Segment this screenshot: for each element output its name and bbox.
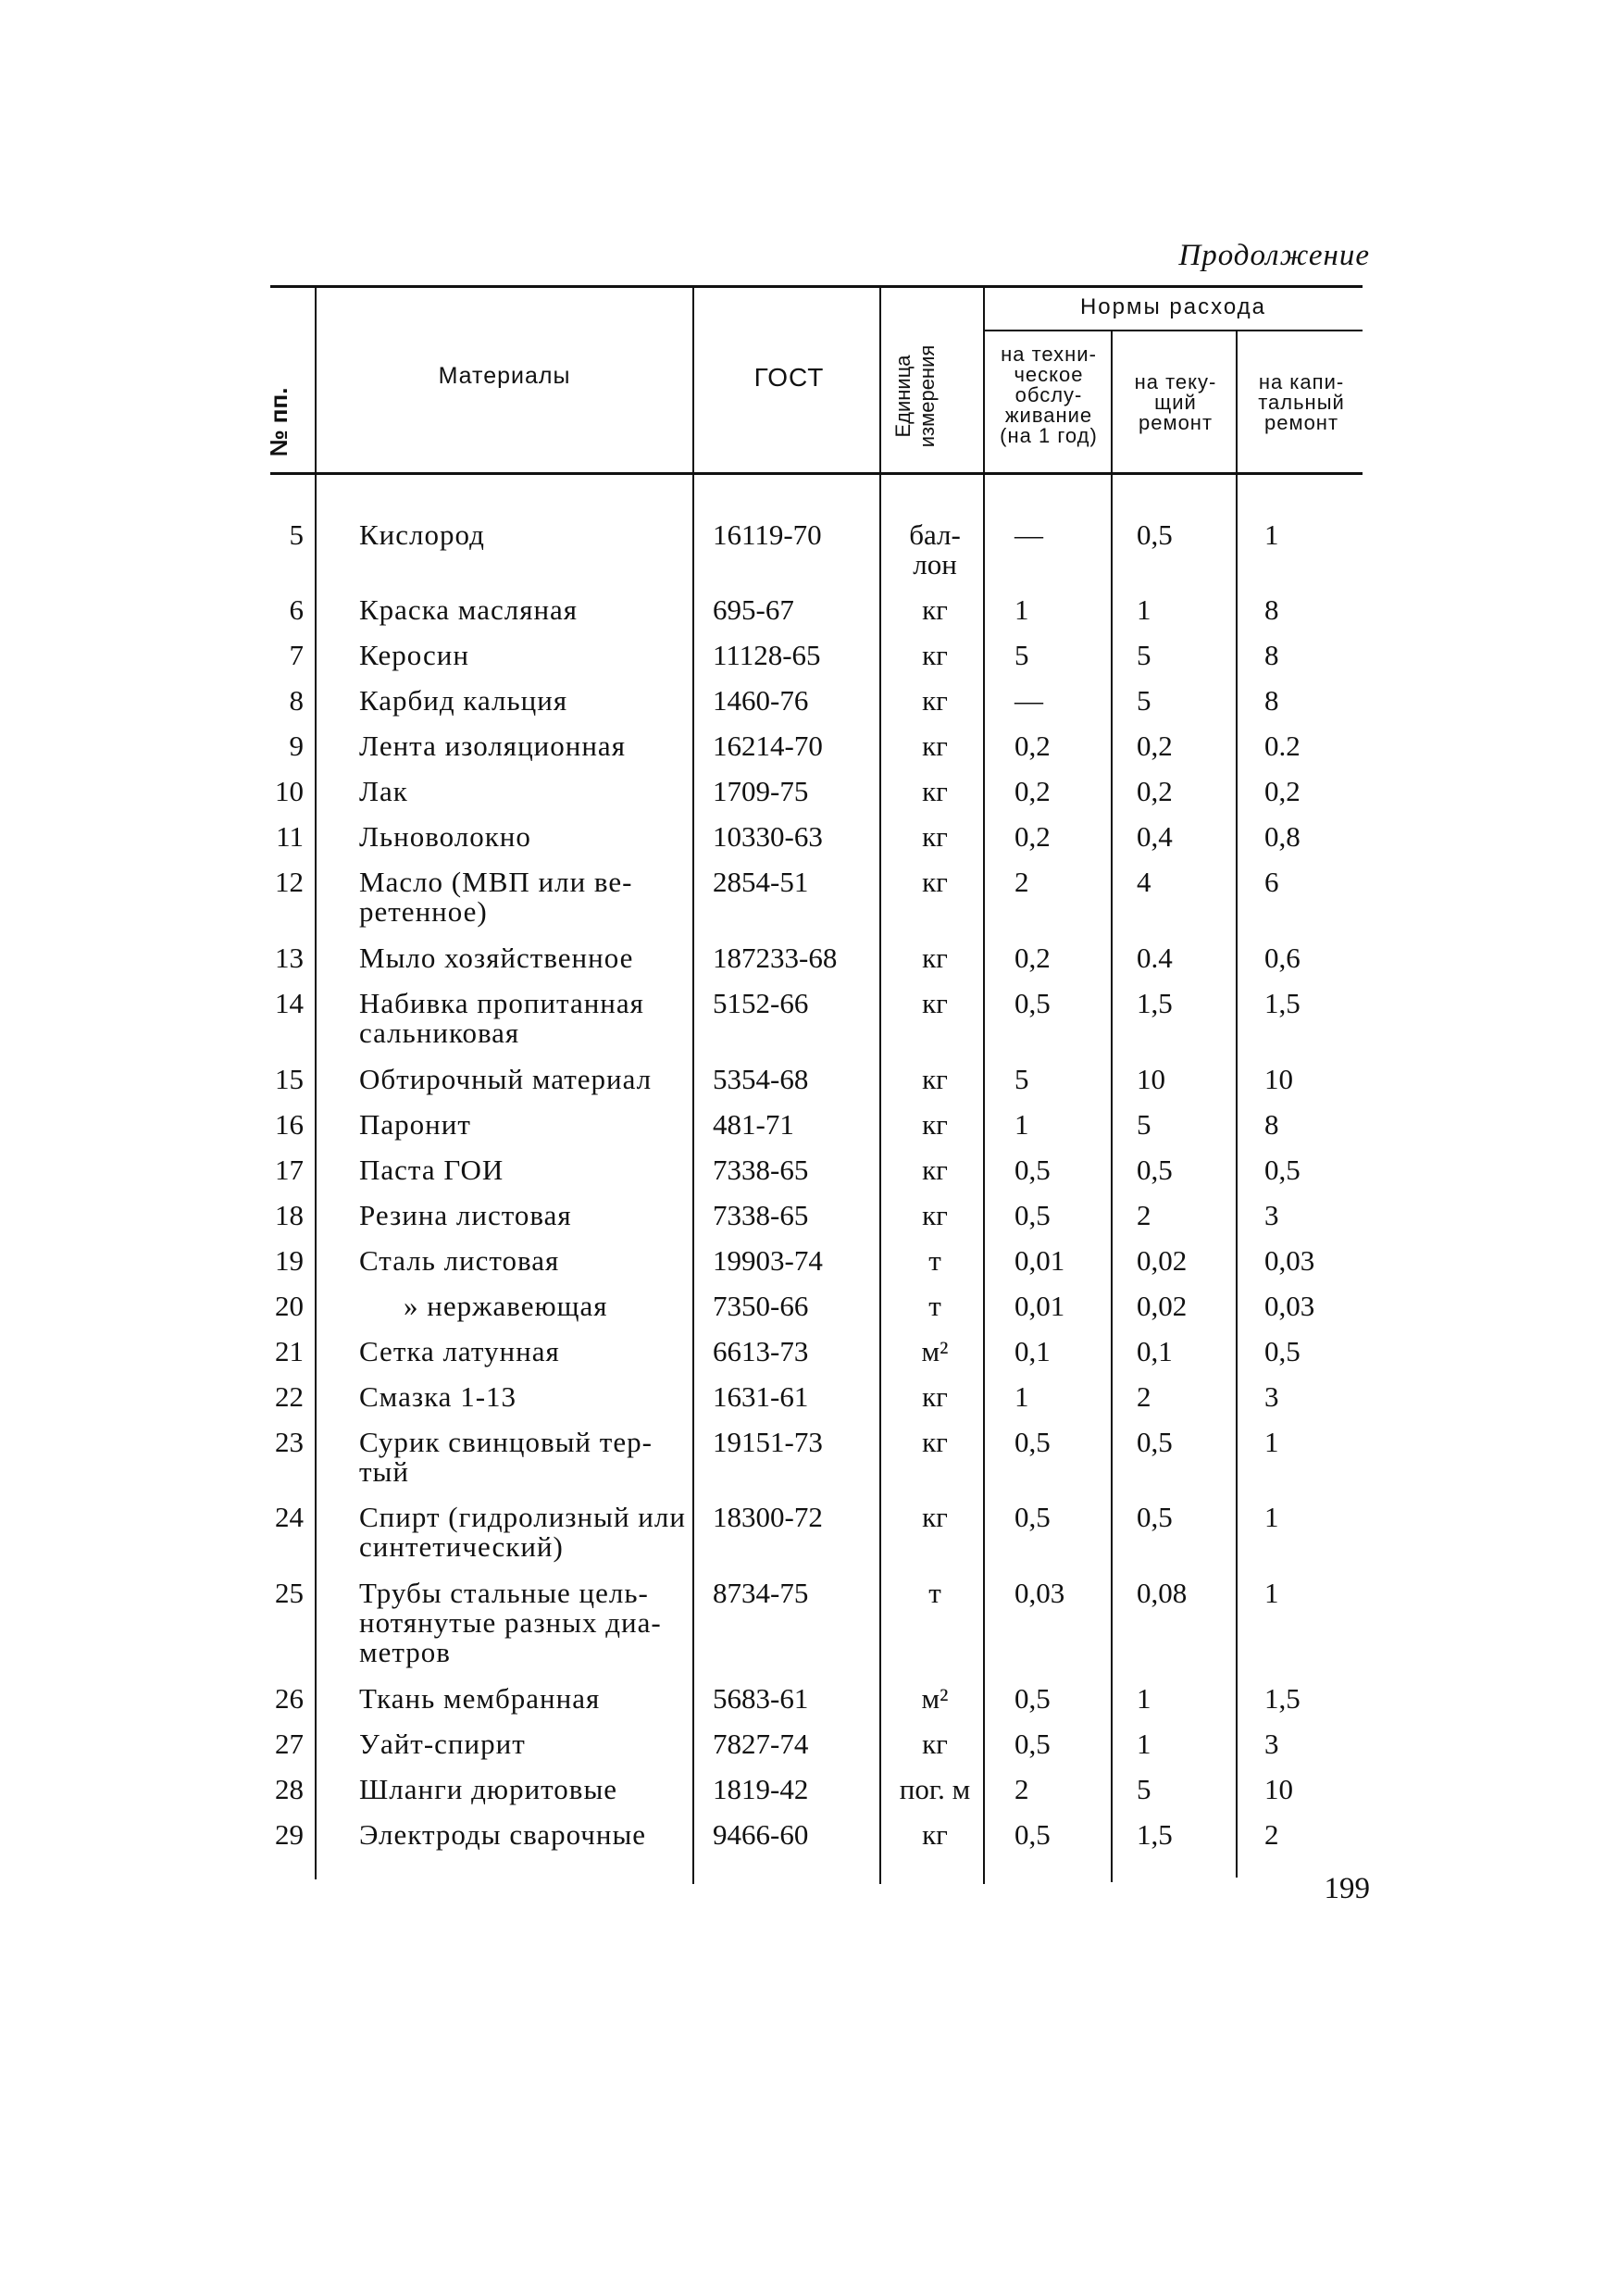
norm-maintenance: 0,5 [1014, 1154, 1051, 1186]
row-number: 24 [275, 1501, 304, 1533]
material-name: Обтирочный материал [359, 1063, 653, 1095]
material-name: Лак [359, 775, 408, 807]
material-name: Сетка латунная [359, 1335, 560, 1367]
gost-code: 19151-73 [713, 1426, 823, 1458]
continuation-label: Продолжение [1178, 239, 1370, 272]
norm-current-repair: 2 [1137, 1199, 1151, 1231]
material-name: Сталь листовая [359, 1244, 560, 1277]
norm-maintenance: — [1014, 518, 1043, 551]
norm-maintenance: 0,01 [1014, 1290, 1065, 1322]
material-name: Масло (МВП или ве- ретенное) [359, 866, 633, 928]
gost-code: 7338-65 [713, 1199, 809, 1231]
row-number: 25 [275, 1577, 304, 1609]
header-norms: Нормы расхода [1079, 294, 1267, 319]
material-name: Уайт-спирит [359, 1728, 526, 1760]
norm-current-repair: 0,2 [1137, 775, 1173, 807]
norm-capital-repair: 3 [1264, 1380, 1279, 1413]
material-name: Набивка пропитанная сальниковая [359, 987, 644, 1049]
norm-current-repair: 5 [1137, 684, 1151, 717]
material-name: Лента изоляционная [359, 730, 626, 762]
norm-capital-repair: 0,8 [1264, 820, 1301, 853]
norm-capital-repair: 0,03 [1264, 1290, 1315, 1322]
gost-code: 1819-42 [713, 1773, 809, 1805]
norm-capital-repair: 8 [1264, 684, 1279, 717]
unit-of-measure: м² [921, 1682, 949, 1715]
norm-maintenance: 1 [1014, 1380, 1029, 1413]
norm-capital-repair: 8 [1264, 593, 1279, 626]
norm-capital-repair: 0,5 [1264, 1154, 1301, 1186]
unit-of-measure: кг [922, 1818, 948, 1851]
column-rule [1236, 331, 1238, 1878]
norm-maintenance: 0,2 [1014, 820, 1051, 853]
header-capital-repair: на капи-тальный ремонт [1258, 370, 1345, 434]
norm-maintenance: 0,2 [1014, 942, 1051, 974]
row-number: 14 [275, 987, 304, 1019]
norm-capital-repair: 1,5 [1264, 987, 1301, 1019]
header-maintenance: на техни-ческое обслу-живание (на 1 год) [1000, 343, 1098, 447]
unit-of-measure: пог. м [899, 1773, 971, 1805]
unit-of-measure: кг [922, 942, 948, 974]
row-number: 11 [276, 820, 304, 853]
row-number: 18 [275, 1199, 304, 1231]
norm-current-repair: 0,5 [1137, 1154, 1173, 1186]
page-number: 199 [1324, 1872, 1370, 1905]
material-name: Электроды сварочные [359, 1818, 647, 1851]
header-num: № пп. [265, 387, 292, 457]
material-name: Смазка 1-13 [359, 1380, 517, 1413]
norm-capital-repair: 0,2 [1264, 775, 1301, 807]
norm-current-repair: 10 [1137, 1063, 1165, 1095]
material-name: Ткань мембранная [359, 1682, 601, 1715]
norm-maintenance: 2 [1014, 1773, 1029, 1805]
norm-current-repair: 0,4 [1137, 820, 1173, 853]
norm-current-repair: 0,08 [1137, 1577, 1188, 1609]
unit-of-measure: т [928, 1290, 941, 1322]
unit-of-measure: кг [922, 775, 948, 807]
unit-of-measure: бал- лон [909, 518, 961, 580]
norm-maintenance: 2 [1014, 866, 1029, 898]
material-name: » нержавеющая [404, 1290, 608, 1322]
norm-maintenance: 0,5 [1014, 1728, 1051, 1760]
norm-capital-repair: 6 [1264, 866, 1279, 898]
material-name: Спирт (гидролизный или синтетический) [359, 1501, 686, 1563]
norm-capital-repair: 10 [1264, 1773, 1293, 1805]
norm-maintenance: 0,5 [1014, 1818, 1051, 1851]
row-number: 8 [289, 684, 304, 717]
gost-code: 7350-66 [713, 1290, 809, 1322]
gost-code: 187233-68 [713, 942, 838, 974]
row-number: 12 [275, 866, 304, 898]
unit-of-measure: кг [922, 987, 948, 1019]
material-name: Резина листовая [359, 1199, 572, 1231]
norm-maintenance: 0,1 [1014, 1335, 1051, 1367]
column-rule [983, 287, 985, 1884]
unit-of-measure: кг [922, 730, 948, 762]
gost-code: 7827-74 [713, 1728, 809, 1760]
norm-current-repair: 1,5 [1137, 987, 1173, 1019]
norm-current-repair: 1 [1137, 1682, 1151, 1715]
row-number: 19 [275, 1244, 304, 1277]
row-number: 10 [275, 775, 304, 807]
gost-code: 5152-66 [713, 987, 809, 1019]
norm-capital-repair: 8 [1264, 1108, 1279, 1141]
norm-maintenance: 0,01 [1014, 1244, 1065, 1277]
header-unit: Единица измерения [891, 344, 939, 448]
norm-current-repair: 0,1 [1137, 1335, 1173, 1367]
row-number: 13 [275, 942, 304, 974]
norm-maintenance: 0,2 [1014, 730, 1051, 762]
row-number: 21 [275, 1335, 304, 1367]
gost-code: 18300-72 [713, 1501, 823, 1533]
table-top-rule [270, 285, 1363, 288]
unit-of-measure: кг [922, 1063, 948, 1095]
unit-of-measure: т [928, 1244, 941, 1277]
column-rule [879, 287, 881, 1884]
norm-current-repair: 0,5 [1137, 1501, 1173, 1533]
norm-maintenance: 0,5 [1014, 1682, 1051, 1715]
norm-maintenance: 5 [1014, 639, 1029, 671]
norm-capital-repair: 1,5 [1264, 1682, 1301, 1715]
material-name: Керосин [359, 639, 469, 671]
row-number: 27 [275, 1728, 304, 1760]
norm-current-repair: 0.4 [1137, 942, 1173, 974]
norm-maintenance: 5 [1014, 1063, 1029, 1095]
gost-code: 5683-61 [713, 1682, 809, 1715]
row-number: 15 [275, 1063, 304, 1095]
gost-code: 16119-70 [713, 518, 822, 551]
norm-current-repair: 5 [1137, 1773, 1151, 1805]
material-name: Паронит [359, 1108, 471, 1141]
norm-capital-repair: 0,03 [1264, 1244, 1315, 1277]
unit-of-measure: кг [922, 1108, 948, 1141]
gost-code: 9466-60 [713, 1818, 809, 1851]
norm-current-repair: 0,2 [1137, 730, 1173, 762]
column-rule [692, 287, 694, 1884]
material-name: Сурик свинцовый тер- тый [359, 1426, 653, 1488]
norm-current-repair: 4 [1137, 866, 1151, 898]
material-name: Краска масляная [359, 593, 579, 626]
unit-of-measure: кг [922, 684, 948, 717]
norm-current-repair: 0,02 [1137, 1290, 1188, 1322]
norm-capital-repair: 1 [1264, 1501, 1279, 1533]
norm-current-repair: 0,5 [1137, 518, 1173, 551]
norm-current-repair: 0,02 [1137, 1244, 1188, 1277]
gost-code: 8734-75 [713, 1577, 809, 1609]
norm-capital-repair: 8 [1264, 639, 1279, 671]
gost-code: 1460-76 [713, 684, 809, 717]
material-name: Трубы стальные цель- нотянутые разных диа- метров [359, 1577, 662, 1668]
norm-maintenance: 0,5 [1014, 1199, 1051, 1231]
norm-current-repair: 1 [1137, 593, 1151, 626]
unit-of-measure: кг [922, 1501, 948, 1533]
norm-maintenance: 0,5 [1014, 987, 1051, 1019]
norm-maintenance: 1 [1014, 593, 1029, 626]
gost-code: 2854-51 [713, 866, 809, 898]
norm-capital-repair: 3 [1264, 1199, 1279, 1231]
norm-maintenance: 1 [1014, 1108, 1029, 1141]
row-number: 6 [289, 593, 304, 626]
norm-maintenance: 0,5 [1014, 1501, 1051, 1533]
row-number: 20 [275, 1290, 304, 1322]
unit-of-measure: кг [922, 639, 948, 671]
gost-code: 10330-63 [713, 820, 823, 853]
header-gost: ГОСТ [753, 363, 825, 392]
norm-current-repair: 0,5 [1137, 1426, 1173, 1458]
header-current-repair: на теку-щий ремонт [1134, 370, 1217, 434]
unit-of-measure: т [928, 1577, 941, 1609]
norm-maintenance: 0,2 [1014, 775, 1051, 807]
norm-capital-repair: 10 [1264, 1063, 1293, 1095]
gost-code: 7338-65 [713, 1154, 809, 1186]
unit-of-measure: кг [922, 820, 948, 853]
gost-code: 481-71 [713, 1108, 794, 1141]
norm-current-repair: 1 [1137, 1728, 1151, 1760]
unit-of-measure: м² [921, 1335, 949, 1367]
gost-code: 1631-61 [713, 1380, 809, 1413]
row-number: 22 [275, 1380, 304, 1413]
unit-of-measure: кг [922, 1426, 948, 1458]
material-name: Паста ГОИ [359, 1154, 504, 1186]
row-number: 26 [275, 1682, 304, 1715]
norm-capital-repair: 0,6 [1264, 942, 1301, 974]
norm-maintenance: — [1014, 684, 1043, 717]
material-name: Карбид кальция [359, 684, 568, 717]
gost-code: 1709-75 [713, 775, 809, 807]
table-header-rule [270, 472, 1363, 475]
norm-capital-repair: 3 [1264, 1728, 1279, 1760]
row-number: 28 [275, 1773, 304, 1805]
norm-current-repair: 5 [1137, 1108, 1151, 1141]
unit-of-measure: кг [922, 1728, 948, 1760]
gost-code: 695-67 [713, 593, 794, 626]
gost-code: 19903-74 [713, 1244, 823, 1277]
norm-maintenance: 0,03 [1014, 1577, 1065, 1609]
norm-current-repair: 1,5 [1137, 1818, 1173, 1851]
column-rule [1111, 331, 1113, 1882]
gost-code: 5354-68 [713, 1063, 809, 1095]
material-name: Шланги дюритовые [359, 1773, 618, 1805]
norm-capital-repair: 1 [1264, 518, 1279, 551]
material-name: Кислород [359, 518, 485, 551]
row-number: 9 [289, 730, 304, 762]
unit-of-measure: кг [922, 1199, 948, 1231]
norm-current-repair: 2 [1137, 1380, 1151, 1413]
norms-group-rule [983, 330, 1363, 331]
material-name: Льноволокно [359, 820, 531, 853]
norm-capital-repair: 2 [1264, 1818, 1279, 1851]
norm-capital-repair: 0,5 [1264, 1335, 1301, 1367]
row-number: 7 [289, 639, 304, 671]
unit-of-measure: кг [922, 1154, 948, 1186]
gost-code: 11128-65 [713, 639, 821, 671]
unit-of-measure: кг [922, 866, 948, 898]
unit-of-measure: кг [922, 1380, 948, 1413]
row-number: 5 [289, 518, 304, 551]
row-number: 29 [275, 1818, 304, 1851]
norm-capital-repair: 1 [1264, 1426, 1279, 1458]
norm-capital-repair: 1 [1264, 1577, 1279, 1609]
norm-current-repair: 5 [1137, 639, 1151, 671]
material-name: Мыло хозяйственное [359, 942, 634, 974]
norm-capital-repair: 0.2 [1264, 730, 1301, 762]
column-rule [315, 287, 317, 1879]
row-number: 23 [275, 1426, 304, 1458]
row-number: 16 [275, 1108, 304, 1141]
row-number: 17 [275, 1154, 304, 1186]
gost-code: 16214-70 [713, 730, 823, 762]
gost-code: 6613-73 [713, 1335, 809, 1367]
unit-of-measure: кг [922, 593, 948, 626]
header-materials: Материалы [438, 363, 571, 389]
norm-maintenance: 0,5 [1014, 1426, 1051, 1458]
